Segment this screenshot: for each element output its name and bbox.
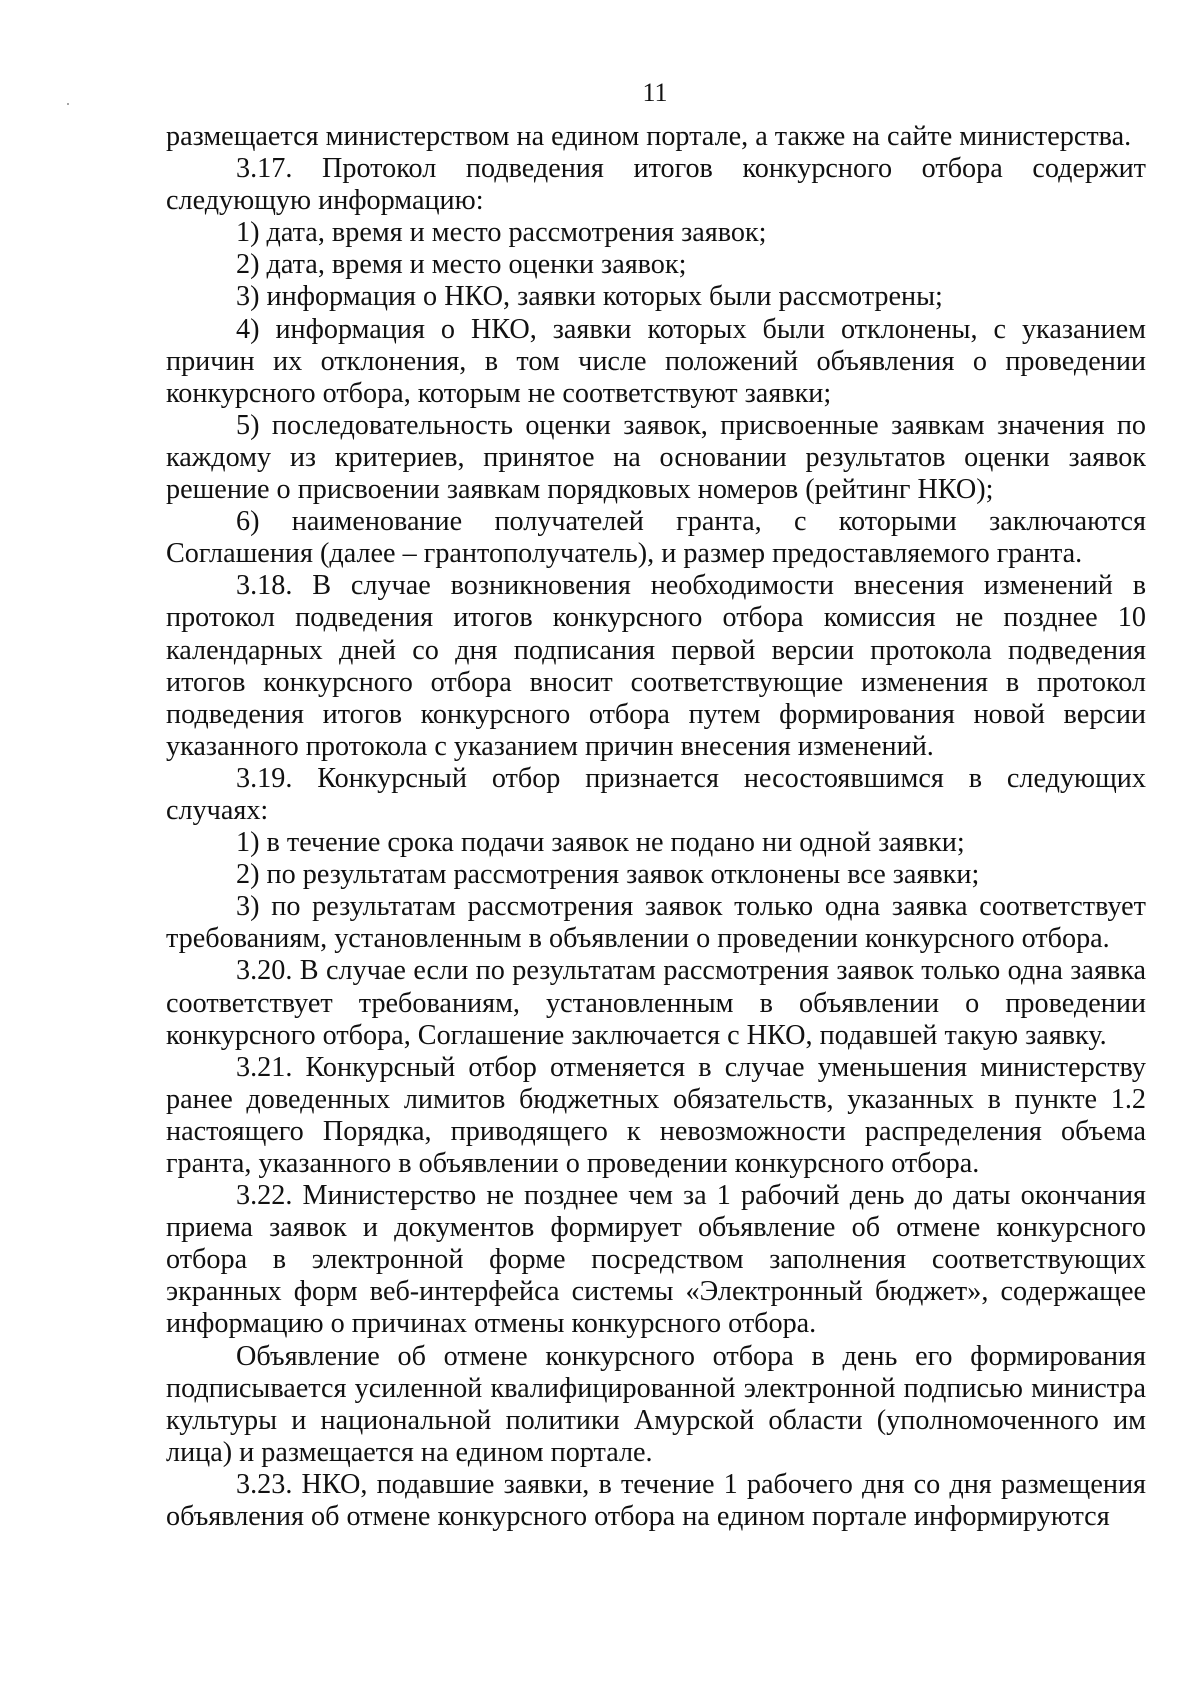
paragraph-3-21: 3.21. Конкурсный отбор отменяется в случае уменьшения министерству ранее доведенных лимитов бюджетных обязательств, указанных в пункте 1.2 настоящего Порядка, приводящего к невозможности распределения объема гранта, указанного в объявлении о проведении конкурсного отбора. — [166, 1051, 1146, 1179]
paragraph-continuation: размещается министерством на едином портале, а также на сайте министерства. — [166, 121, 1132, 152]
paragraph-3-20: 3.20. В случае если по результатам рассмотрения заявок только одна заявка соответствует требованиям, установленным в объявлении о проведении конкурсного отбора, Соглашение заключается с НКО, подавшей такую заявку. — [166, 955, 1146, 1051]
paragraph-3-18: 3.18. В случае возникновения необходимости внесения изменений в протокол подведения итогов конкурсного отбора комиссия не позднее 10 календарных дней со дня подписания первой версии протокола подведения итогов конкурсного отбора вносит соответствующие изменения в протокол подведения итогов конкурсного отбора путем формирования новой версии указанного протокола с указанием причин внесения изменений. — [166, 570, 1146, 762]
list-item-3-19-3: 3) по результатам рассмотрения заявок только одна заявка соответствует требованиям, установленным в объявлении о проведении конкурсного отбора. — [166, 891, 1146, 955]
list-item-3-17-5: 5) последовательность оценки заявок, присвоенные заявкам значения по каждому из критериев, принятое на основании результатов оценки заявок решение о присвоении заявкам порядковых номеров (рейтинг НКО); — [166, 409, 1146, 506]
list-item-3-17-1: 1) дата, время и место рассмотрения заявок; — [236, 217, 767, 249]
list-item-3-17-4: 4) информация о НКО, заявки которых были отклонены, с указанием причин их отклонения, в том числе положений объявления о проведении конкурсного отбора, которым не соответствуют заявки; — [166, 313, 1146, 409]
list-item-3-19-2: 2) по результатам рассмотрения заявок отклонены все заявки; — [236, 859, 980, 891]
list-item-3-17-6: 6) наименование получателей гранта, с которыми заключаются Соглашения (далее – грантополучатель), и размер предоставляемого гранта. — [166, 506, 1146, 570]
paragraph-3-22: 3.22. Министерство не позднее чем за 1 рабочий день до даты окончания приема заявок и документов формирует объявление об отмене конкурсного отбора в электронной форме посредством заполнения соответствующих экранных форм веб-интерфейса системы «Электронный бюджет», содержащее информацию о причинах отмены конкурсного отбора. — [166, 1180, 1146, 1340]
list-item-3-17-2: 2) дата, время и место оценки заявок; — [236, 249, 687, 281]
paragraph-cancellation-notice: Объявление об отмене конкурсного отбора в день его формирования подписывается усиленной квалифицированной электронной подписью министра культуры и национальной политики Амурской области (уполномоченного им лица) и размещается на едином портале. — [166, 1340, 1146, 1468]
document-body — [166, 121, 1146, 1533]
paragraph-3-19: 3.19. Конкурсный отбор признается несостоявшимся в следующих случаях: — [166, 762, 1146, 826]
list-item-3-19-1: 1) в течение срока подачи заявок не подано ни одной заявки; — [236, 827, 965, 859]
page-number: 11 — [642, 78, 668, 107]
paragraph-3-17: 3.17. Протокол подведения итогов конкурсного отбора содержит следующую информацию: — [166, 153, 1146, 217]
paragraph-3-23: 3.23. НКО, подавшие заявки, в течение 1 рабочего дня со дня размещения объявления об отмене конкурсного отбора на едином портале информируются — [166, 1468, 1146, 1533]
list-item-3-17-3: 3) информация о НКО, заявки которых были рассмотрены; — [236, 281, 943, 313]
